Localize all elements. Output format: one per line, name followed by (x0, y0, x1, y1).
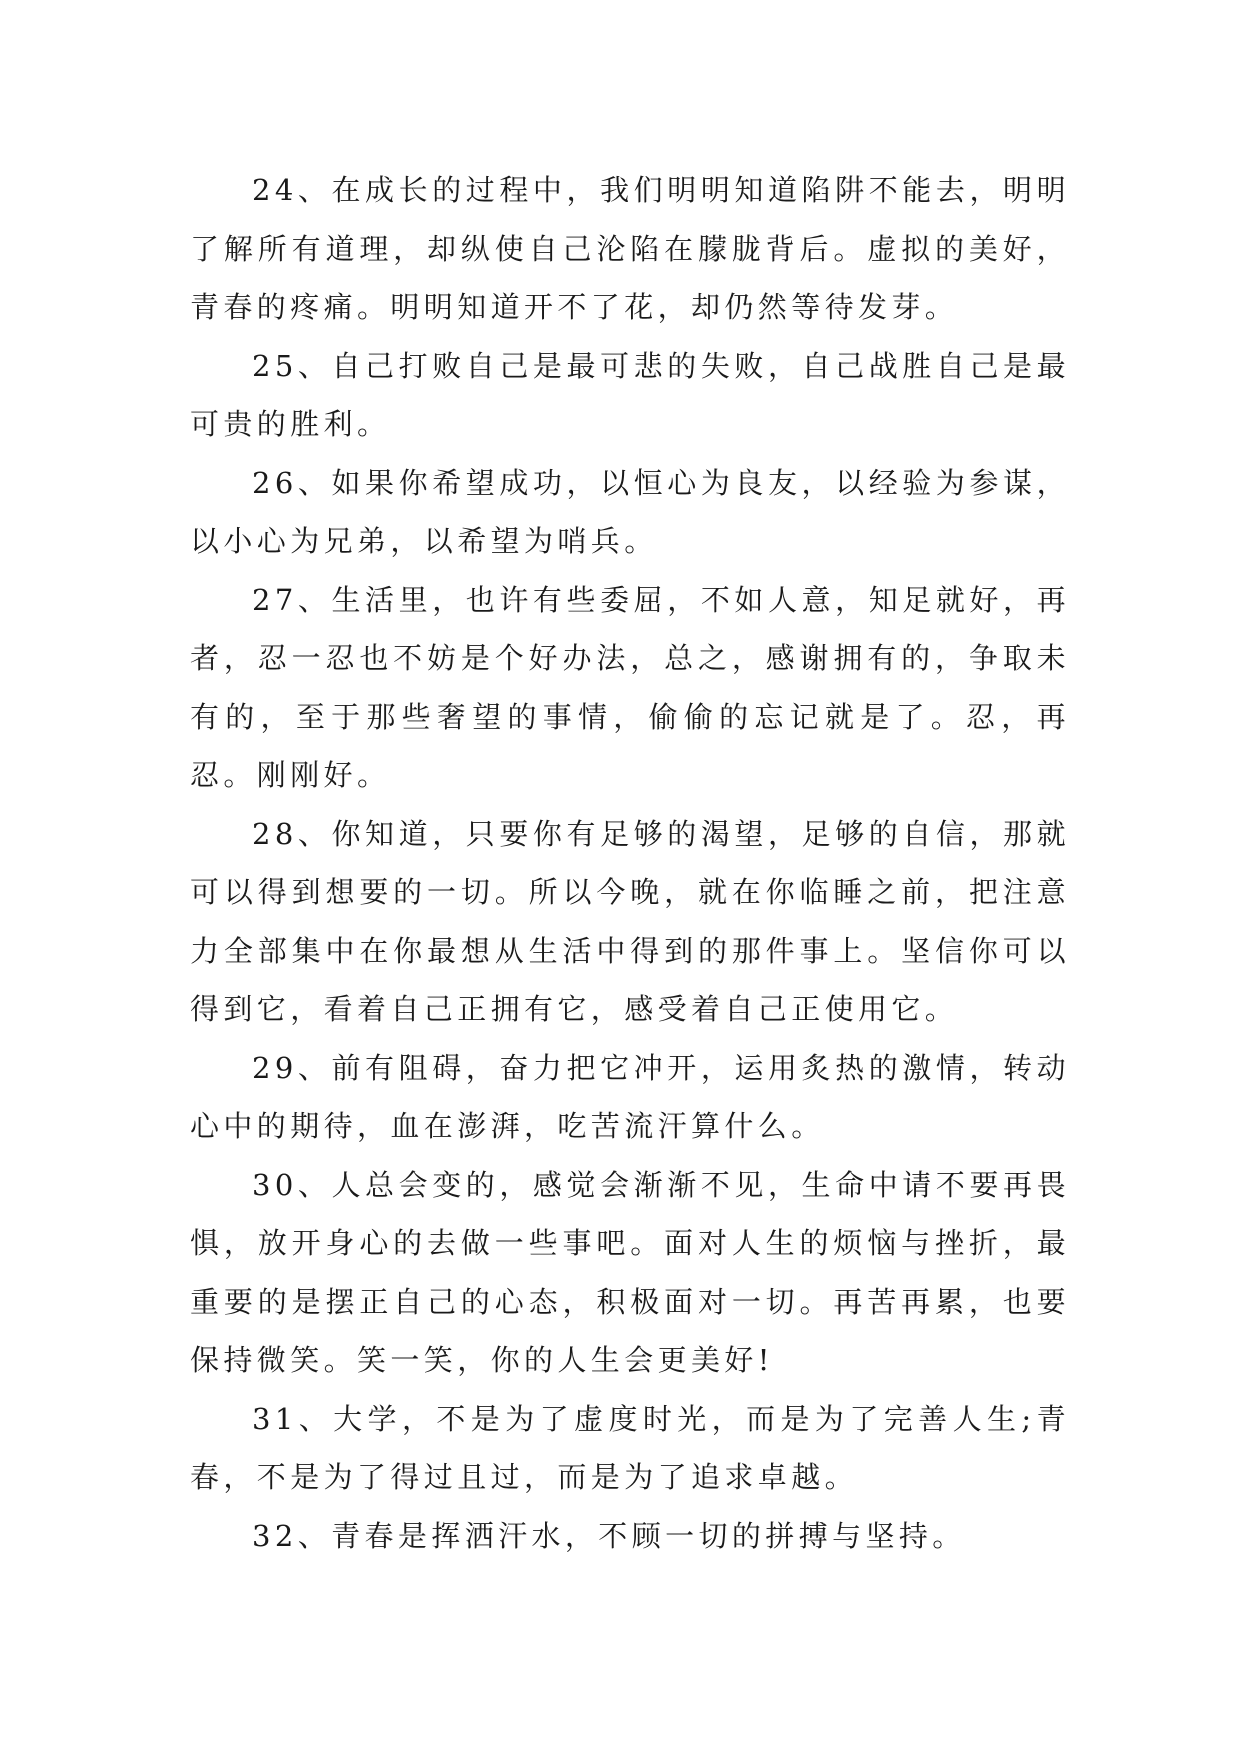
paragraph-28: 28、你知道，只要你有足够的渴望，足够的自信，那就可以得到想要的一切。所以今晚，就在你临睡之前，把注意力全部集中在你最想从生活中得到的那件事上。坚信你可以得到它，看着自己正拥有它，感受着自己正使用它。 (190, 816, 1070, 1026)
paragraph-24: 24、在成长的过程中，我们明明知道陷阱不能去，明明了解所有道理，却纵使自己沦陷在朦胧背后。虚拟的美好，青春的疼痛。明明知道开不了花，却仍然等待发芽。 (190, 173, 1070, 324)
paragraph-32: 32、青春是挥洒汗水，不顾一切的拼搏与坚持。 (252, 1518, 966, 1553)
paragraph-30: 30、人总会变的，感觉会渐渐不见，生命中请不要再畏惧，放开身心的去做一些事吧。面对人生的烦恼与挫折，最重要的是摆正自己的心态，积极面对一切。再苦再累，也要保持微笑。笑一笑，你的人生会更美好! (190, 1167, 1070, 1377)
document-body (190, 161, 1070, 1565)
paragraph-25: 25、自己打败自己是最可悲的失败，自己战胜自己是最可贵的胜利。 (190, 348, 1070, 441)
paragraph-27: 27、生活里，也许有些委屈，不如人意，知足就好，再者，忍一忍也不妨是个好办法，总之，感谢拥有的，争取未有的，至于那些奢望的事情，偷偷的忘记就是了。忍，再忍。刚刚好。 (190, 582, 1070, 792)
paragraph-29: 29、前有阻碍，奋力把它冲开，运用炙热的激情，转动心中的期待，血在澎湃，吃苦流汗算什么。 (190, 1050, 1070, 1143)
paragraph-26: 26、如果你希望成功，以恒心为良友，以经验为参谋，以小心为兄弟，以希望为哨兵。 (190, 465, 1070, 558)
paragraph-31: 31、大学，不是为了虚度时光，而是为了完善人生;青春，不是为了得过且过，而是为了追求卓越。 (190, 1401, 1070, 1494)
